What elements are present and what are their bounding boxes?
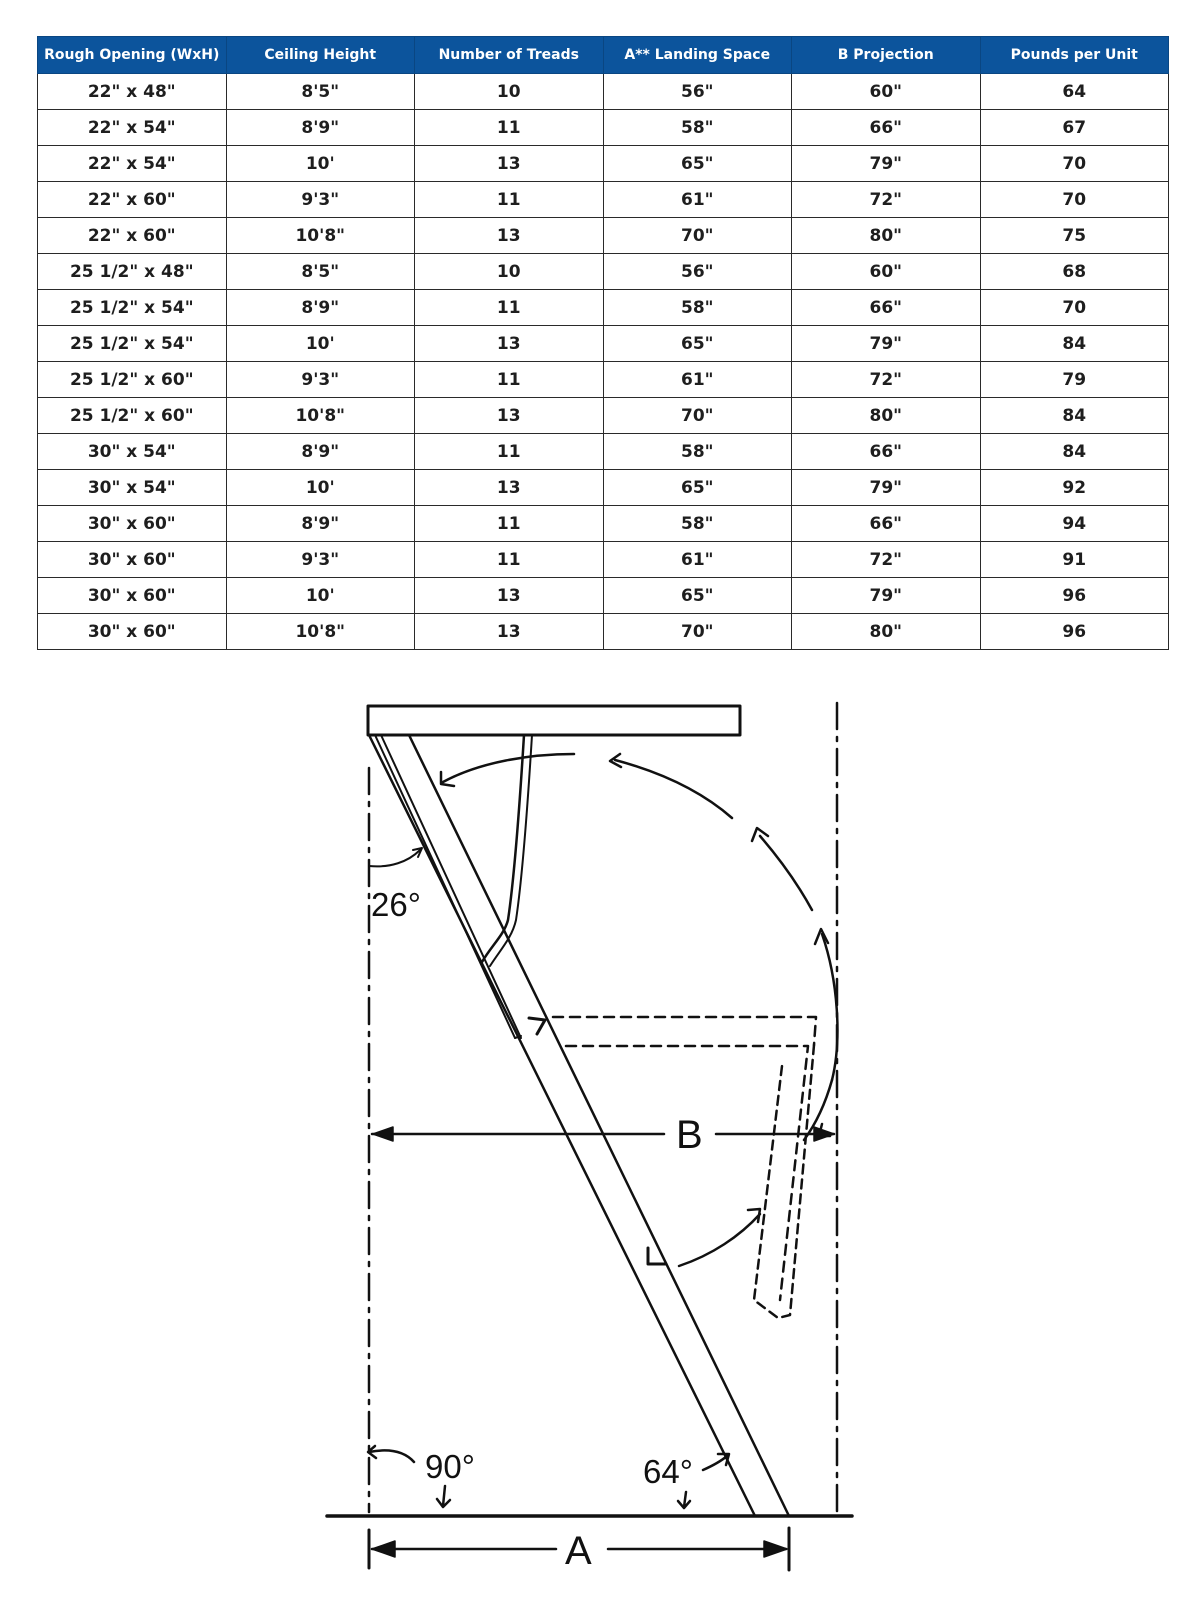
cell-number-of-treads: 11 [415,542,604,578]
cell-number-of-treads: 13 [415,218,604,254]
cell-landing-space: 61" [603,182,792,218]
cell-b-projection: 72" [792,362,981,398]
angle-90-pointer [437,1486,450,1507]
cell-landing-space: 70" [603,218,792,254]
cell-number-of-treads: 13 [415,614,604,650]
swing-arc-upper-left [443,754,574,782]
cell-landing-space: 56" [603,254,792,290]
cell-ceiling-height: 8'9" [226,506,415,542]
cell-ceiling-height: 10' [226,578,415,614]
cell-rough-opening: 30" x 60" [38,506,227,542]
cell-ceiling-height: 8'5" [226,254,415,290]
dimension-b-label: B [676,1113,703,1157]
cell-ceiling-height: 9'3" [226,182,415,218]
cell-pounds-per-unit: 84 [980,326,1169,362]
cell-ceiling-height: 10' [226,326,415,362]
cell-pounds-per-unit: 84 [980,434,1169,470]
cell-number-of-treads: 10 [415,254,604,290]
swing-arc-top [615,760,732,818]
cell-number-of-treads: 11 [415,434,604,470]
ceiling-board [368,706,740,735]
cell-b-projection: 79" [792,578,981,614]
cell-b-projection: 66" [792,110,981,146]
header-b-projection: B Projection [792,37,981,74]
cell-pounds-per-unit: 84 [980,398,1169,434]
cell-ceiling-height: 8'9" [226,434,415,470]
cell-b-projection: 79" [792,470,981,506]
cell-rough-opening: 22" x 54" [38,110,227,146]
dimension-b-arrow-right [814,1127,834,1141]
cell-landing-space: 58" [603,434,792,470]
cell-pounds-per-unit: 70 [980,146,1169,182]
cell-pounds-per-unit: 68 [980,254,1169,290]
cell-pounds-per-unit: 96 [980,614,1169,650]
swing-arc-middle-arrow [752,828,768,841]
cell-b-projection: 66" [792,506,981,542]
cell-ceiling-height: 8'9" [226,110,415,146]
cell-b-projection: 79" [792,146,981,182]
cell-number-of-treads: 10 [415,74,604,110]
cell-landing-space: 70" [603,614,792,650]
cell-b-projection: 80" [792,398,981,434]
angle-26-arc [369,850,420,866]
cell-rough-opening: 22" x 60" [38,182,227,218]
cell-pounds-per-unit: 91 [980,542,1169,578]
dashed-intermediate-upper [553,1017,816,1045]
cell-b-projection: 66" [792,434,981,470]
cell-rough-opening: 22" x 54" [38,146,227,182]
cell-ceiling-height: 10' [226,146,415,182]
cell-landing-space: 58" [603,110,792,146]
cell-rough-opening: 30" x 60" [38,542,227,578]
dimension-b-arrow-left [373,1127,393,1141]
cell-b-projection: 60" [792,74,981,110]
cell-ceiling-height: 8'9" [226,290,415,326]
angle-64-pointer [678,1492,690,1508]
cell-rough-opening: 25 1/2" x 48" [38,254,227,290]
cell-rough-opening: 30" x 60" [38,614,227,650]
cell-b-projection: 72" [792,542,981,578]
cell-rough-opening: 25 1/2" x 60" [38,362,227,398]
angle-64-arc [703,1456,727,1470]
cell-landing-space: 58" [603,290,792,326]
cell-ceiling-height: 10'8" [226,218,415,254]
cell-b-projection: 60" [792,254,981,290]
cell-b-projection: 80" [792,218,981,254]
cell-b-projection: 79" [792,326,981,362]
angle-90-label: 90° [425,1448,475,1485]
cell-ceiling-height: 9'3" [226,542,415,578]
header-pounds-per-unit: Pounds per Unit [980,37,1169,74]
cell-b-projection: 72" [792,182,981,218]
cell-number-of-treads: 13 [415,146,604,182]
cell-ceiling-height: 10' [226,470,415,506]
cell-pounds-per-unit: 70 [980,290,1169,326]
cell-number-of-treads: 11 [415,182,604,218]
swing-arc-bottom [679,1214,760,1266]
header-number-of-treads: Number of Treads [415,37,604,74]
cell-number-of-treads: 13 [415,326,604,362]
cell-pounds-per-unit: 64 [980,74,1169,110]
cell-ceiling-height: 8'5" [226,74,415,110]
rail-arrow-upper [529,1018,545,1034]
cell-number-of-treads: 11 [415,290,604,326]
swing-arc-right-arrow [815,929,828,944]
cell-pounds-per-unit: 67 [980,110,1169,146]
cell-number-of-treads: 13 [415,578,604,614]
header-rough-opening: Rough Opening (WxH) [38,37,227,74]
cell-pounds-per-unit: 92 [980,470,1169,506]
dimension-a-label: A [565,1529,592,1573]
cell-landing-space: 56" [603,74,792,110]
cell-landing-space: 65" [603,146,792,182]
cell-number-of-treads: 13 [415,398,604,434]
cell-pounds-per-unit: 96 [980,578,1169,614]
spring-arm-inner [490,735,532,966]
cell-landing-space: 65" [603,326,792,362]
header-ceiling-height: Ceiling Height [226,37,415,74]
ladder-rail-right [409,735,789,1516]
cell-rough-opening: 25 1/2" x 54" [38,326,227,362]
cell-rough-opening: 25 1/2" x 54" [38,290,227,326]
angle-64-label: 64° [643,1453,693,1490]
cell-ceiling-height: 10'8" [226,398,415,434]
dimension-a-arrow-right [764,1541,787,1557]
cell-landing-space: 61" [603,542,792,578]
cell-rough-opening: 22" x 48" [38,74,227,110]
cell-b-projection: 66" [792,290,981,326]
cell-pounds-per-unit: 70 [980,182,1169,218]
cell-b-projection: 80" [792,614,981,650]
cell-pounds-per-unit: 75 [980,218,1169,254]
cell-number-of-treads: 11 [415,362,604,398]
dimension-a-arrow-left [372,1541,395,1557]
cell-rough-opening: 25 1/2" x 60" [38,398,227,434]
angle-90-arc [369,1450,414,1462]
cell-rough-opening: 30" x 54" [38,434,227,470]
cell-ceiling-height: 10'8" [226,614,415,650]
swing-arc-middle [760,836,812,910]
cell-landing-space: 70" [603,398,792,434]
cell-ceiling-height: 9'3" [226,362,415,398]
cell-landing-space: 58" [603,506,792,542]
angle-26-label: 26° [371,886,421,923]
cell-number-of-treads: 11 [415,110,604,146]
cell-rough-opening: 30" x 54" [38,470,227,506]
cell-landing-space: 65" [603,578,792,614]
cell-rough-opening: 30" x 60" [38,578,227,614]
dashed-hanging-section [754,1045,814,1318]
cell-pounds-per-unit: 94 [980,506,1169,542]
cell-number-of-treads: 13 [415,470,604,506]
swing-arc-right [822,934,837,1080]
cell-number-of-treads: 11 [415,506,604,542]
cell-rough-opening: 22" x 60" [38,218,227,254]
cell-landing-space: 61" [603,362,792,398]
header-landing-space: A** Landing Space [603,37,792,74]
cell-landing-space: 65" [603,470,792,506]
cell-pounds-per-unit: 79 [980,362,1169,398]
